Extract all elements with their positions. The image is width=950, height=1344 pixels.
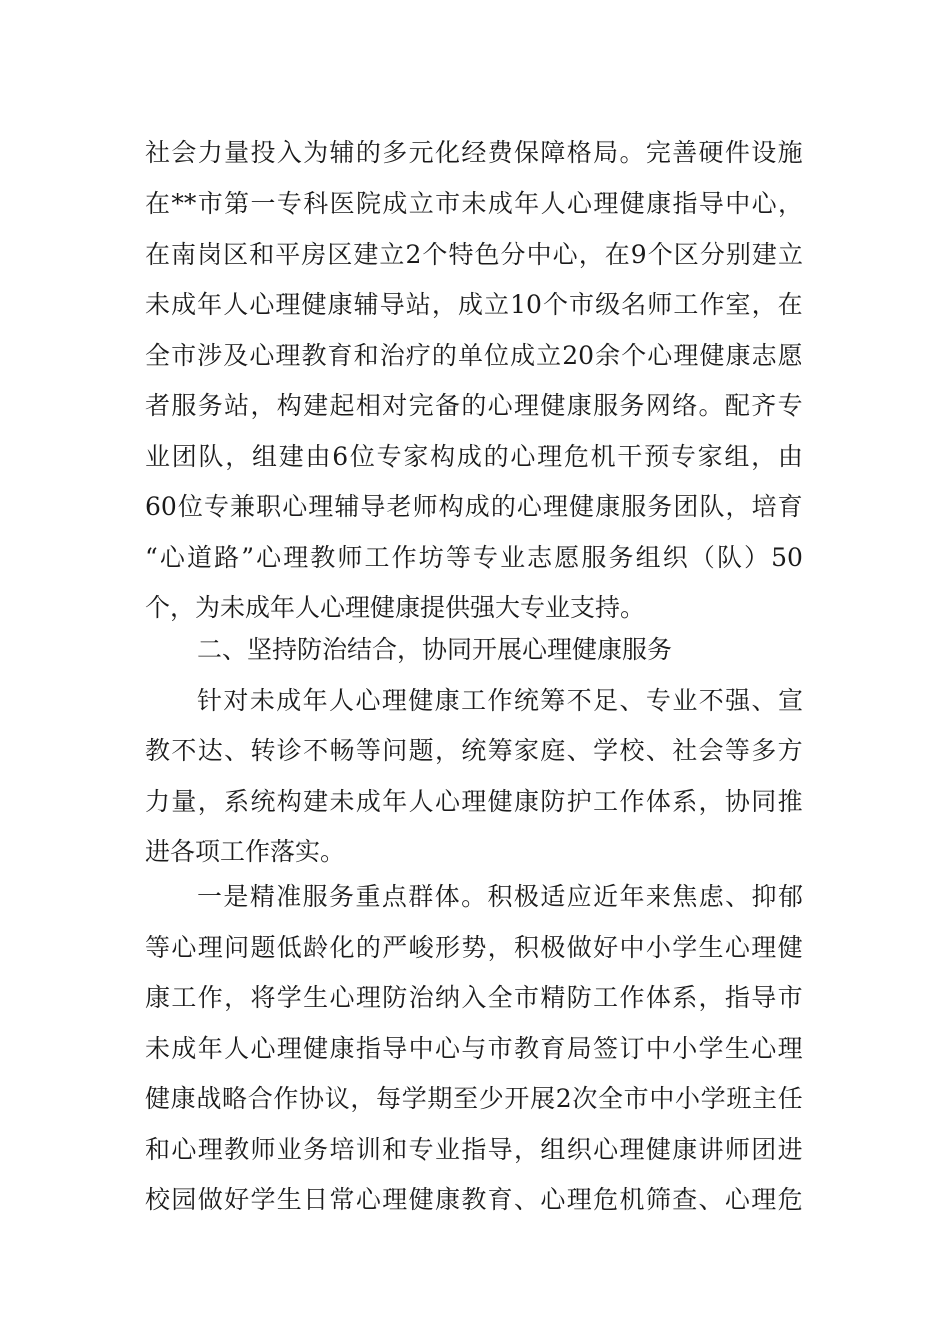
text-line: 业 团 队 ， 组 建 由 6 位 专 家 构 成 的 心 理 危 机 干 预 专 家 组 ， 由 xyxy=(145,442,803,471)
text-line: 力 量 ， 系 统 构 建 未 成 年 人 心 理 健 康 防 护 工 作 体 系 ， 协 同 推 xyxy=(145,787,803,816)
text-line: 在 ** 市 第 一 专 科 医 院 成 立 市 未 成 年 人 心 理 健 康 指 导 中 心 ， xyxy=(145,189,803,218)
text-line: 未 成 年 人 心 理 健 康 指 导 中 心 与 市 教 育 局 签 订 中 小 学 生 心 理 xyxy=(145,1034,803,1063)
text-line: 全 市 涉 及 心 理 教 育 和 治 疗 的 单 位 成 立 20 余 个 心 理 健 康 志 愿 xyxy=(145,341,803,370)
text-line: 者 服 务 站 ， 构 建 起 相 对 完 备 的 心 理 健 康 服 务 网 络 。 配 齐 专 xyxy=(145,391,803,420)
text-line: 一 是 精 准 服 务 重 点 群 体 。 积 极 适 应 近 年 来 焦 虑 、 抑 郁 xyxy=(197,882,803,911)
text-line: 健 康 战 略 合 作 协 议 ， 每 学 期 至 少 开 展 2 次 全 市 中 小 学 班 主 任 xyxy=(145,1084,803,1113)
text-line: 未 成 年 人 心 理 健 康 辅 导 站 ， 成 立 10 个 市 级 名 师 工 作 室 ， 在 xyxy=(145,290,803,319)
text-line: 校 园 做 好 学 生 日 常 心 理 健 康 教 育 、 心 理 危 机 筛 查 、 心 理 危 xyxy=(145,1185,803,1214)
text-line: 社 会 力 量 投 入 为 辅 的 多 元 化 经 费 保 障 格 局 。 完 善 硬 件 设 施 xyxy=(145,138,803,167)
section-heading: 二、坚持防治结合，协同开展心理健康服务 xyxy=(197,635,673,664)
text-line: 康 工 作 ， 将 学 生 心 理 防 治 纳 入 全 市 精 防 工 作 体 系 ， 指 导 市 xyxy=(145,983,803,1012)
text-line: 等 心 理 问 题 低 龄 化 的 严 峻 形 势 ， 积 极 做 好 中 小 学 生 心 理 健 xyxy=(145,933,803,962)
text-line: 和 心 理 教 师 业 务 培 训 和 专 业 指 导 ， 组 织 心 理 健 康 讲 师 团 进 xyxy=(145,1135,803,1164)
text-line: “ 心 道 路 ” 心 理 教 师 工 作 坊 等 专 业 志 愿 服 务 组 织 （ 队 ） 50 xyxy=(145,543,803,572)
text-line: 针 对 未 成 年 人 心 理 健 康 工 作 统 筹 不 足 、 专 业 不 强 、 宣 xyxy=(197,686,803,715)
text-line: 在 南 岗 区 和 平 房 区 建 立 2 个 特 色 分 中 心 ， 在 9 个 区 分 别 建 立 xyxy=(145,240,803,269)
text-line: 60 位 专 兼 职 心 理 辅 导 老 师 构 成 的 心 理 健 康 服 务 团 队 ， 培 育 xyxy=(145,492,803,521)
text-line: 个，为未成年人心理健康提供强大专业支持。 xyxy=(145,593,646,622)
text-line: 进各项工作落实。 xyxy=(145,837,346,866)
text-line: 教 不 达 、 转 诊 不 畅 等 问 题 ， 统 筹 家 庭 、 学 校 、 社 会 等 多 方 xyxy=(145,736,803,765)
